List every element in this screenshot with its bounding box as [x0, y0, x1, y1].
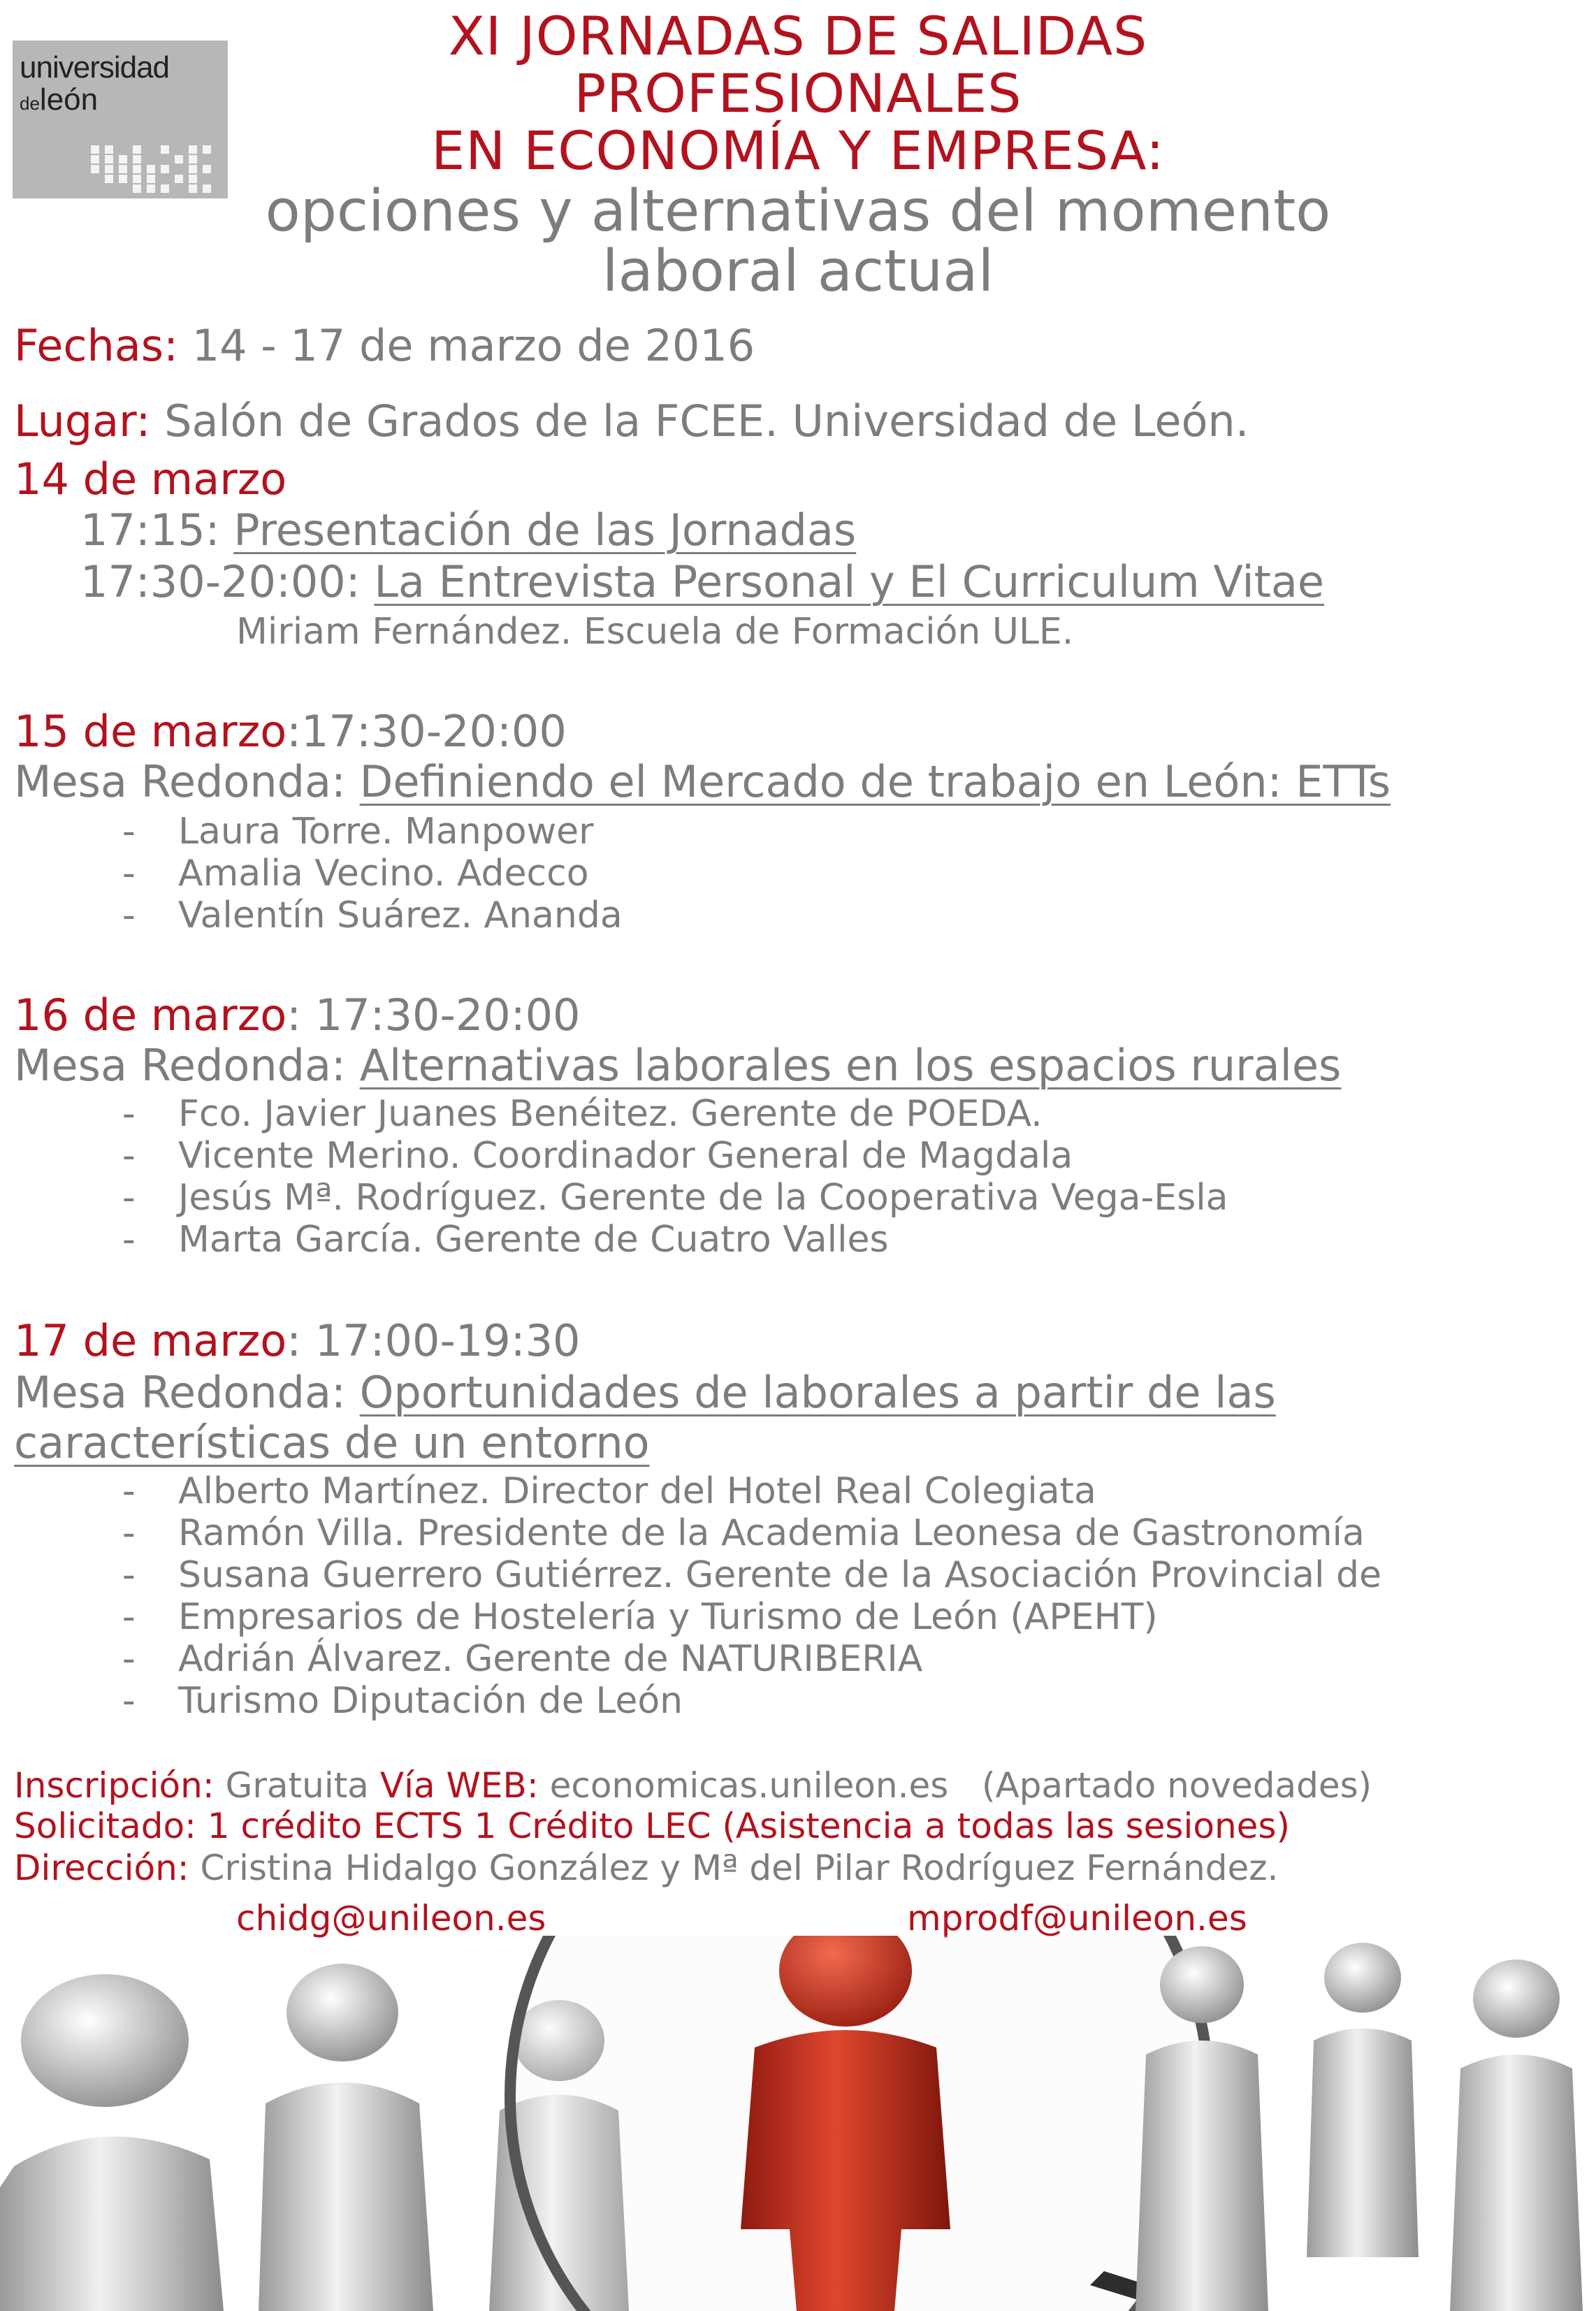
logo-line1: universidad [20, 50, 170, 85]
day15-speaker-list [122, 811, 623, 936]
day15-table-title: Definiendo el Mercado de trabajo en León: ETTs [359, 756, 1391, 807]
day14-talk1-title: Presentación de las Jornadas [233, 505, 857, 556]
solicitado-line: Solicitado: 1 crédito ECTS 1 Crédito LEC (Asistencia a todas las sesiones) [14, 1806, 1290, 1846]
day15-table-label: Mesa Redonda: [14, 756, 346, 807]
day16-header [14, 990, 581, 1041]
day17-table-title-1: Oportunidades de laborales a partir de las [359, 1367, 1276, 1418]
day15-header [14, 706, 567, 757]
day17-header [14, 1315, 581, 1366]
list-item: - Ramón Villa. Presidente de la Academia Leonesa de Gastronomía [122, 1512, 1381, 1554]
list-item: - Adrián Álvarez. Gerente de NATURIBERIA [122, 1638, 1381, 1680]
web-link[interactable]: economicas.unileon.es [549, 1765, 949, 1806]
direccion-label: Dirección: [14, 1848, 189, 1888]
day17-table [14, 1367, 1276, 1418]
title-line-1: XI JORNADAS DE SALIDAS [448, 5, 1148, 67]
day16-table-label: Mesa Redonda: [14, 1040, 346, 1091]
via-web-label: Vía WEB: [379, 1765, 539, 1806]
day14-speaker: Miriam Fernández. Escuela de Formación ULE. [236, 611, 1074, 653]
day14-date: 14 de marzo [14, 454, 287, 505]
day17-speaker-list [122, 1470, 1381, 1722]
list-item-continuation [122, 1596, 1381, 1638]
list-item: - Laura Torre. Manpower [122, 811, 623, 853]
grey-figure-right-3 [1450, 1959, 1583, 2311]
direccion-line [14, 1848, 1279, 1888]
inscripcion-line [14, 1765, 1372, 1806]
inscripcion-text: Gratuita [225, 1765, 369, 1806]
day16-date: 16 de marzo [14, 990, 287, 1041]
day15-time: :17:30-20:00 [286, 706, 567, 757]
list-item: - Susana Guerrero Gutiérrez. Gerente de la Asociación Provincial de [122, 1554, 1381, 1596]
day14-talk1 [80, 505, 857, 556]
lugar-value: Salón de Grados de la FCEE. Universidad de León. [164, 396, 1249, 447]
day16-table-title: Alternativas laborales en los espacios rurales [359, 1040, 1342, 1091]
day14-talk1-time: 17:15: [80, 505, 220, 556]
grey-figure-left [0, 1974, 224, 2311]
grey-figure-right-2 [1307, 1943, 1419, 2257]
day16-table [14, 1040, 1342, 1091]
fechas-line [14, 320, 755, 371]
day16-time: : 17:30-20:00 [286, 990, 581, 1041]
list-item: - Alberto Martínez. Director del Hotel Real Colegiata [122, 1470, 1381, 1512]
fechas-label: Fechas: [14, 320, 178, 371]
fechas-value: 14 - 17 de marzo de 2016 [191, 320, 755, 371]
title-line-2: PROFESIONALES [574, 62, 1022, 124]
logo-leon: león [39, 82, 99, 117]
day17-date: 17 de marzo [14, 1315, 287, 1366]
day14-talk2 [80, 556, 1325, 607]
day14-talk2-time: 17:30-20:00: [80, 556, 361, 607]
day17-table-label: Mesa Redonda: [14, 1367, 346, 1418]
day17-table-title-2: características de un entorno [14, 1417, 650, 1468]
list-item: - Marta García. Gerente de Cuatro Valles [122, 1219, 1228, 1261]
logo-de: de [20, 93, 40, 114]
lugar-label: Lugar: [14, 396, 151, 447]
speaker3-continuation: Empresarios de Hostelería y Turismo de León (APEHT) [178, 1596, 1158, 1638]
day15-date: 15 de marzo [14, 706, 287, 757]
list-item: - Vicente Merino. Coordinador General de Magdala [122, 1135, 1228, 1177]
title-line-3: EN ECONOMÍA Y EMPRESA: [431, 119, 1165, 182]
day17-time: : 17:00-19:30 [286, 1315, 581, 1366]
day16-speaker-list [122, 1093, 1228, 1261]
inscripcion-label: Inscripción: [14, 1765, 215, 1806]
list-item: - Amalia Vecino. Adecco [122, 853, 623, 894]
list-item: - Turismo Diputación de León [122, 1680, 1381, 1722]
day14-talk2-title: La Entrevista Personal y El Curriculum Vitae [374, 556, 1325, 607]
grey-figure-2 [259, 1964, 433, 2311]
lugar-line [14, 396, 1249, 447]
people-magnifier-illustration [0, 1936, 1596, 2311]
list-item: - Fco. Javier Juanes Benéitez. Gerente de POEDA. [122, 1093, 1228, 1135]
day15-table [14, 756, 1391, 807]
email-2[interactable]: mprodf@unileon.es [907, 1898, 1247, 1939]
direccion-text: Cristina Hidalgo González y Mª del Pilar Rodríguez Fernández. [200, 1848, 1279, 1888]
list-item: - Jesús Mª. Rodríguez. Gerente de la Cooperativa Vega-Esla [122, 1177, 1228, 1219]
web-note: (Apartado novedades) [981, 1765, 1372, 1806]
list-item: - Valentín Suárez. Ananda [122, 894, 623, 936]
email-1[interactable]: chidg@unileon.es [236, 1898, 546, 1939]
day17-table-cont [14, 1417, 650, 1468]
subtitle-line-2: laboral actual [602, 238, 994, 305]
subtitle-line-1: opciones y alternativas del momento [265, 178, 1331, 245]
